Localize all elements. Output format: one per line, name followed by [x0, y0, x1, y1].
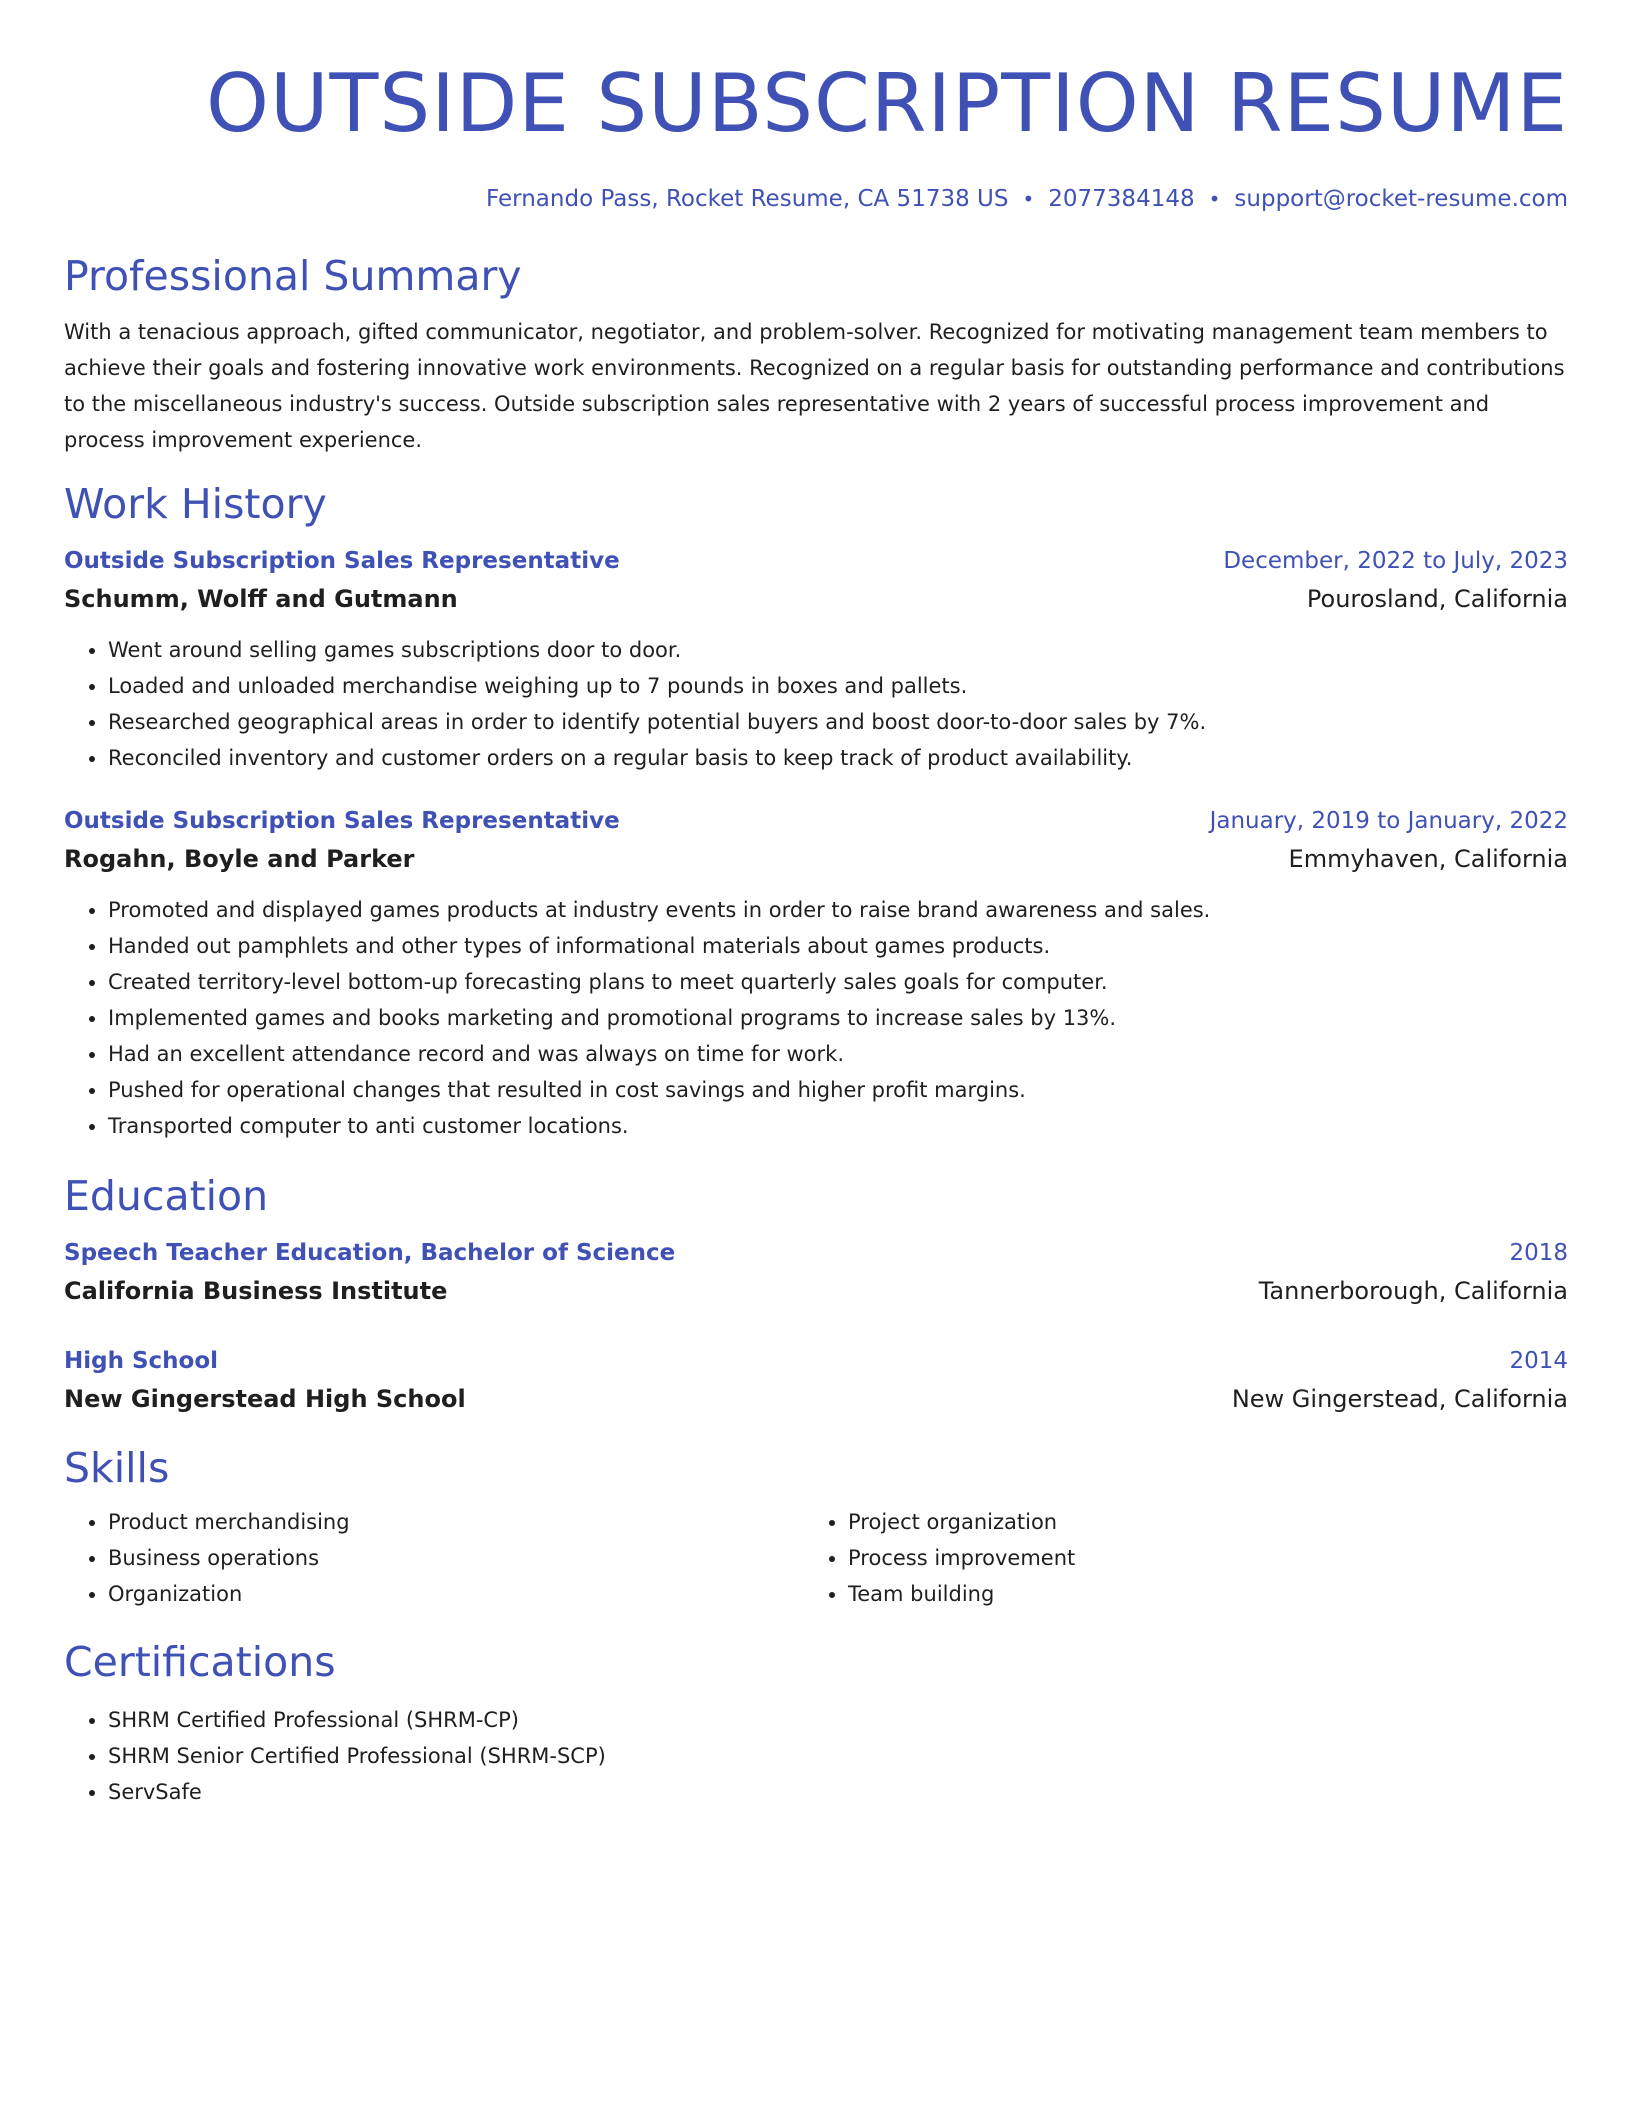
- section-title-summary: Professional Summary: [64, 252, 522, 300]
- section-title-certifications: Certifications: [64, 1638, 336, 1686]
- job-role: Outside Subscription Sales Representative: [64, 808, 620, 834]
- skill-item: • Process improvement: [848, 1540, 1075, 1576]
- education-year: 2018: [1509, 1240, 1568, 1266]
- job-dates: January, 2019 to January, 2022: [1209, 808, 1568, 834]
- education-school: California Business Institute: [64, 1277, 448, 1305]
- education-school-row: [64, 1272, 1568, 1310]
- job-location: Pourosland, California: [1306, 585, 1568, 613]
- resume-header: [64, 56, 1568, 214]
- job-entry: [64, 802, 1568, 1144]
- job-bullet: • Promoted and displayed games products at industry events in order to raise brand awareness and sales.: [108, 892, 1568, 928]
- skill-item: • Team building: [848, 1576, 1075, 1612]
- job-company-row: [64, 840, 1568, 878]
- job-company-row: [64, 580, 1568, 618]
- job-entry: [64, 542, 1568, 776]
- job-dates: December, 2022 to July, 2023: [1223, 548, 1568, 574]
- job-bullet: • Transported computer to anti customer locations.: [108, 1108, 1568, 1144]
- job-bullet: • Went around selling games subscriptions door to door.: [108, 632, 1568, 668]
- education-entry: [64, 1234, 1568, 1310]
- skill-item: • Organization: [108, 1576, 804, 1612]
- skill-item: • Product merchandising: [108, 1504, 804, 1540]
- education-entry: [64, 1342, 1568, 1418]
- contact-address: Fernando Pass, Rocket Resume, CA 51738 US: [486, 186, 1009, 212]
- education-school: New Gingerstead High School: [64, 1385, 466, 1413]
- education-degree: High School: [64, 1348, 219, 1374]
- job-bullets: [64, 632, 1568, 776]
- contact-line: [64, 184, 1568, 214]
- certifications-list: [64, 1702, 1568, 1810]
- skills-list-right: [804, 1504, 1075, 1612]
- job-header-row: [64, 542, 1568, 580]
- job-company: Schumm, Wolff and Gutmann: [64, 585, 458, 613]
- contact-email: support@rocket-resume.com: [1234, 186, 1568, 212]
- certification-item: • SHRM Senior Certified Professional (SHRM-SCP): [108, 1738, 1568, 1774]
- job-header-row: [64, 802, 1568, 840]
- summary-text: With a tenacious approach, gifted communicator, negotiator, and problem-solver. Recognized for motivating management team members to achieve their goals and fostering innovative work environments. Recognized on a regular basis for outstanding performance and contributions to the miscellaneous industry's success. Outside subscription sales representative with 2 years of successful process improvement and process improvement experience.: [64, 320, 1565, 452]
- skills-list-left: [64, 1504, 804, 1612]
- skill-item: • Business operations: [108, 1540, 804, 1576]
- resume-title: OUTSIDE SUBSCRIPTION RESUME: [206, 57, 1568, 150]
- job-bullet: • Had an excellent attendance record and was always on time for work.: [108, 1036, 1568, 1072]
- job-bullet: • Created territory-level bottom-up forecasting plans to meet quarterly sales goals for computer.: [108, 964, 1568, 1000]
- contact-phone: 2077384148: [1048, 186, 1195, 212]
- section-title-skills: Skills: [64, 1444, 170, 1492]
- certification-item: • SHRM Certified Professional (SHRM-CP): [108, 1702, 1568, 1738]
- job-role: Outside Subscription Sales Representative: [64, 548, 620, 574]
- education-header-row: [64, 1234, 1568, 1272]
- education-location: Tannerborough, California: [1258, 1277, 1568, 1305]
- contact-separator: •: [1208, 187, 1221, 211]
- skill-item: • Project organization: [848, 1504, 1075, 1540]
- job-bullet: • Implemented games and books marketing and promotional programs to increase sales by 13%.: [108, 1000, 1568, 1036]
- education-degree: Speech Teacher Education, Bachelor of Science: [64, 1240, 676, 1266]
- education-header-row: [64, 1342, 1568, 1380]
- education-school-row: [64, 1380, 1568, 1418]
- contact-separator: •: [1022, 187, 1035, 211]
- job-bullet: • Researched geographical areas in order to identify potential buyers and boost door-to-door sales by 7%.: [108, 704, 1568, 740]
- education-location: New Gingerstead, California: [1231, 1385, 1568, 1413]
- certification-item: • ServSafe: [108, 1774, 1568, 1810]
- job-bullet: • Loaded and unloaded merchandise weighing up to 7 pounds in boxes and pallets.: [108, 668, 1568, 704]
- education-year: 2014: [1509, 1348, 1568, 1374]
- job-bullet: • Reconciled inventory and customer orders on a regular basis to keep track of product availability.: [108, 740, 1568, 776]
- section-title-work-history: Work History: [64, 480, 327, 528]
- job-bullets: [64, 892, 1568, 1144]
- job-bullet: • Handed out pamphlets and other types of informational materials about games products.: [108, 928, 1568, 964]
- job-company: Rogahn, Boyle and Parker: [64, 845, 415, 873]
- job-location: Emmyhaven, California: [1288, 845, 1568, 873]
- section-title-education: Education: [64, 1172, 269, 1220]
- skills-columns: [64, 1504, 1568, 1612]
- job-bullet: • Pushed for operational changes that resulted in cost savings and higher profit margins.: [108, 1072, 1568, 1108]
